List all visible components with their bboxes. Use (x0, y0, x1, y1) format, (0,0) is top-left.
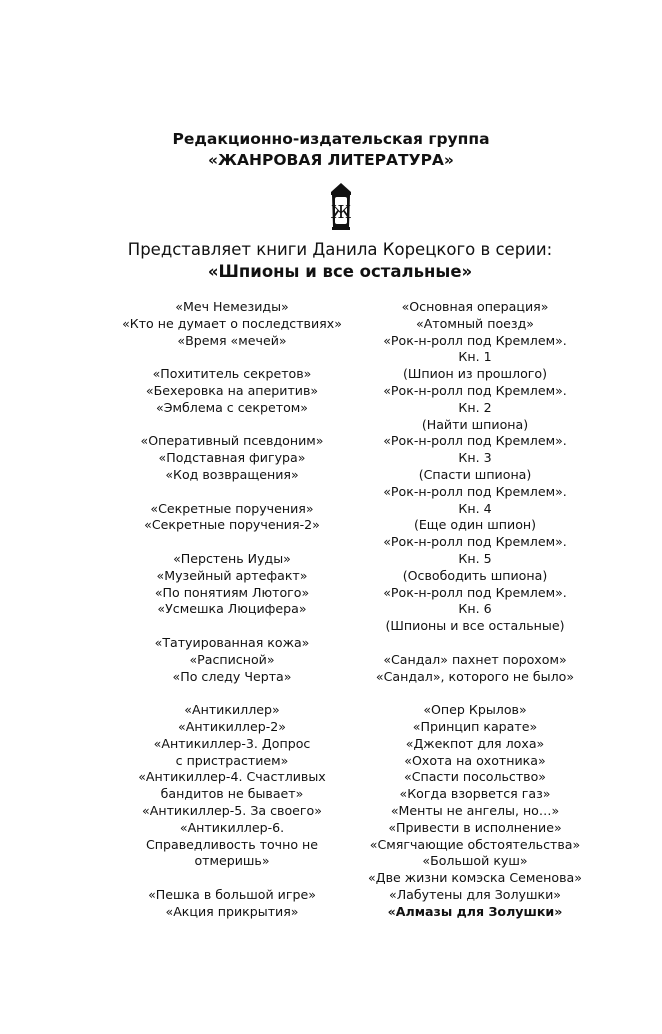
publisher-name-line2: «ЖАНРОВАЯ ЛИТЕРАТУРА» (208, 151, 454, 169)
book-title-line: «Атомный поезд» (415, 315, 535, 331)
book-title-line: «Две жизни комэска Семенова» (368, 870, 582, 886)
book-title-line: «Сандал» пахнет порохом» (383, 651, 567, 667)
book-title-line: «Антикиллер-4. Счастливых (138, 769, 326, 785)
book-title-line: (Спасти шпиона) (418, 466, 532, 482)
book-title-line: (Шпионы и все остальные) (385, 618, 565, 634)
book-title-line: «Антикиллер-2» (178, 718, 286, 734)
book-title-line: (Найти шпиона) (421, 416, 529, 432)
book-title-line: «Бехеровка на аперитив» (145, 382, 319, 398)
book-title-line: «Когда взорвется газ» (399, 786, 551, 802)
book-group (102, 299, 362, 349)
book-title-line: «Оперативный псевдоним» (140, 433, 324, 449)
book-title-line: (Еще один шпион) (413, 517, 537, 533)
book-group (345, 299, 605, 635)
book-title-line: «По следу Черта» (172, 668, 292, 684)
book-title-line: «Основная операция» (401, 299, 549, 314)
book-group (102, 366, 362, 416)
book-title-line: «Лабутены для Золушки» (388, 886, 561, 902)
book-title-line: «Охота на охотника» (404, 752, 546, 768)
book-title-line: Справедливость точно не (145, 836, 319, 852)
book-list-right (345, 299, 605, 937)
book-title-line: Кн. 1 (458, 349, 492, 365)
book-title-line: «Секретные поручения-2» (144, 517, 320, 533)
book-title-line: «Принцип карате» (412, 718, 538, 734)
book-title-line: «Смягчающие обстоятельства» (369, 836, 581, 852)
book-title-line: «По понятиям Лютого» (154, 584, 310, 600)
book-list-left (102, 299, 362, 937)
book-title-line: Кн. 4 (458, 500, 492, 516)
book-title-line: «Расписной» (189, 651, 275, 667)
book-title-line: «Спасти посольство» (403, 769, 547, 785)
book-title-line: с пристрастием» (175, 752, 289, 768)
book-title-line: «Подставная фигура» (158, 450, 306, 466)
book-title-line: «Антикиллер-5. За своего» (142, 802, 322, 818)
book-title-line: «Усмешка Люцифера» (157, 601, 307, 617)
book-title-line: «Музейный артефакт» (156, 567, 308, 583)
book-title-line: бандитов не бывает» (160, 786, 304, 802)
book-title-line: «Эмблема с секретом» (156, 399, 308, 415)
series-title: «Шпионы и все остальные» (207, 262, 473, 281)
book-title-line: «Акция прикрытия» (165, 903, 299, 919)
book-group (102, 702, 362, 870)
book-title-line: «Антикиллер» (184, 702, 280, 718)
book-title-line: «Татуированная кожа» (154, 634, 310, 650)
book-group (102, 635, 362, 685)
book-title-line: «Секретные поручения» (150, 500, 314, 516)
book-group (102, 551, 362, 618)
book-title-line: «Время «мечей» (177, 332, 287, 348)
book-group (102, 501, 362, 535)
book-title-line: «Перстень Иуды» (173, 550, 291, 566)
book-title-line: «Рок-н-ролл под Кремлем». (383, 584, 567, 600)
book-title-line: «Похититель секретов» (152, 366, 312, 382)
book-title-line: «Сандал», которого не было» (375, 668, 575, 684)
book-title-line: Кн. 6 (458, 601, 492, 617)
book-title-line: отмеришь» (194, 853, 270, 869)
series-intro: Представляет книги Данила Корецкого в серии: (127, 240, 553, 259)
book-title-line: «Антикиллер-3. Допрос (153, 735, 311, 751)
book-title-line: «Менты не ангелы, но…» (390, 802, 560, 818)
publisher-name-line1: Редакционно-издательская группа (172, 130, 490, 148)
book-title-line: «Антикиллер-6. (179, 819, 285, 835)
book-group (345, 702, 605, 920)
lantern-logo-icon (329, 183, 353, 231)
svg-text:Ж: Ж (330, 202, 352, 223)
book-title-line: «Код возвращения» (165, 466, 299, 482)
book-title-line: «Привести в исполнение» (388, 819, 562, 835)
book-title-line: «Опер Крылов» (423, 702, 527, 718)
book-title-line: «Кто не думает о последствиях» (122, 315, 342, 331)
book-title-line: Кн. 2 (458, 399, 492, 415)
book-group (102, 887, 362, 921)
book-title-line: Кн. 5 (458, 550, 492, 566)
book-title-line: «Рок-н-ролл под Кремлем». (383, 382, 567, 398)
book-title-line: «Рок-н-ролл под Кремлем». (383, 433, 567, 449)
book-title-line: Кн. 3 (458, 450, 492, 466)
book-title-line: «Рок-н-ролл под Кремлем». (383, 483, 567, 499)
book-title-line: (Шпион из прошлого) (402, 366, 548, 382)
book-title-line: (Освободить шпиона) (402, 567, 548, 583)
book-title-line: «Алмазы для Золушки» (387, 903, 563, 919)
book-title-line: «Джекпот для лоха» (405, 735, 545, 751)
book-title-line: «Большой куш» (422, 853, 528, 869)
book-title-line: «Меч Немезиды» (175, 299, 289, 314)
book-title-line: «Пешка в большой игре» (148, 886, 316, 902)
book-group (102, 433, 362, 483)
book-group (345, 652, 605, 686)
book-title-line: «Рок-н-ролл под Кремлем». (383, 534, 567, 550)
book-title-line: «Рок-н-ролл под Кремлем». (383, 332, 567, 348)
